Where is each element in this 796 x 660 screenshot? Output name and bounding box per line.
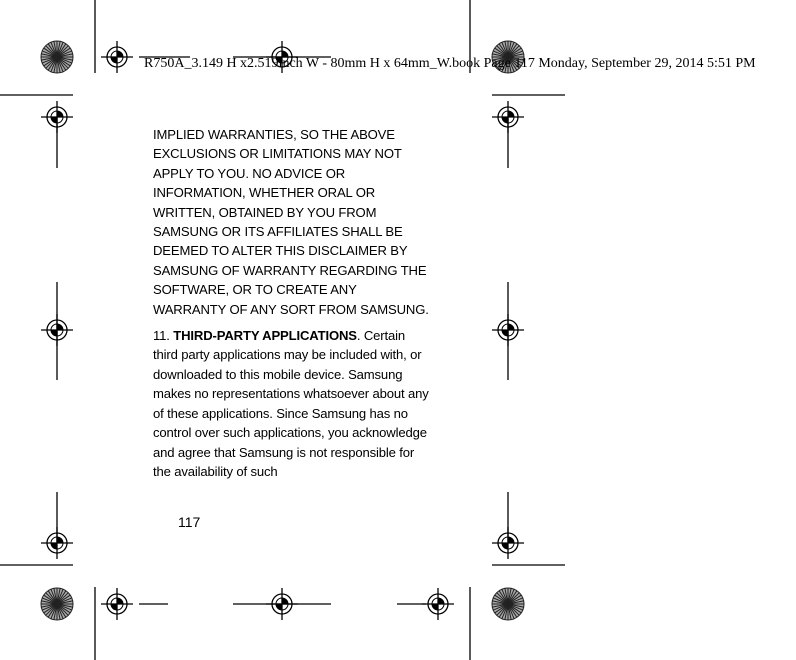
third-party-paragraph: [153, 326, 429, 481]
section-heading: THIRD-PARTY APPLICATIONS: [173, 328, 357, 344]
disclaimer-paragraph: IMPLIED WARRANTIES, SO THE ABOVE EXCLUSIONS OR LIMITATIONS MAY NOT APPLY TO YOU. NO ADVICE OR INFORMATION, WHETHER ORAL OR WRITTEN, OBTAINED BY YOU FROM SAMSUNG OR ITS AFFILIATES SHALL BE DEEMED TO ALTER THIS DISCLAIMER BY SAMSUNG OF WARRANTY REGARDING THE SOFTWARE, OR TO CREATE ANY WARRANTY OF ANY SORT FROM SAMSUNG.: [153, 127, 429, 317]
page-body: [153, 125, 429, 481]
page-number: 117: [178, 514, 201, 530]
print-file-info: R750A_3.149 H x2.519inch W - 80mm H x 64mm_W.book Page 117 Monday, September 29, 2014 5:51 PM: [144, 56, 756, 71]
section-text: . Certain third party applications may be included with, or downloaded to this mobile device. Samsung makes no representations whatsoever about any of these applications. Since Samsung has no control over such applications, you acknowledge and agree that Samsung is not responsible for the availability of such: [153, 328, 429, 479]
section-number: 11.: [153, 328, 174, 344]
